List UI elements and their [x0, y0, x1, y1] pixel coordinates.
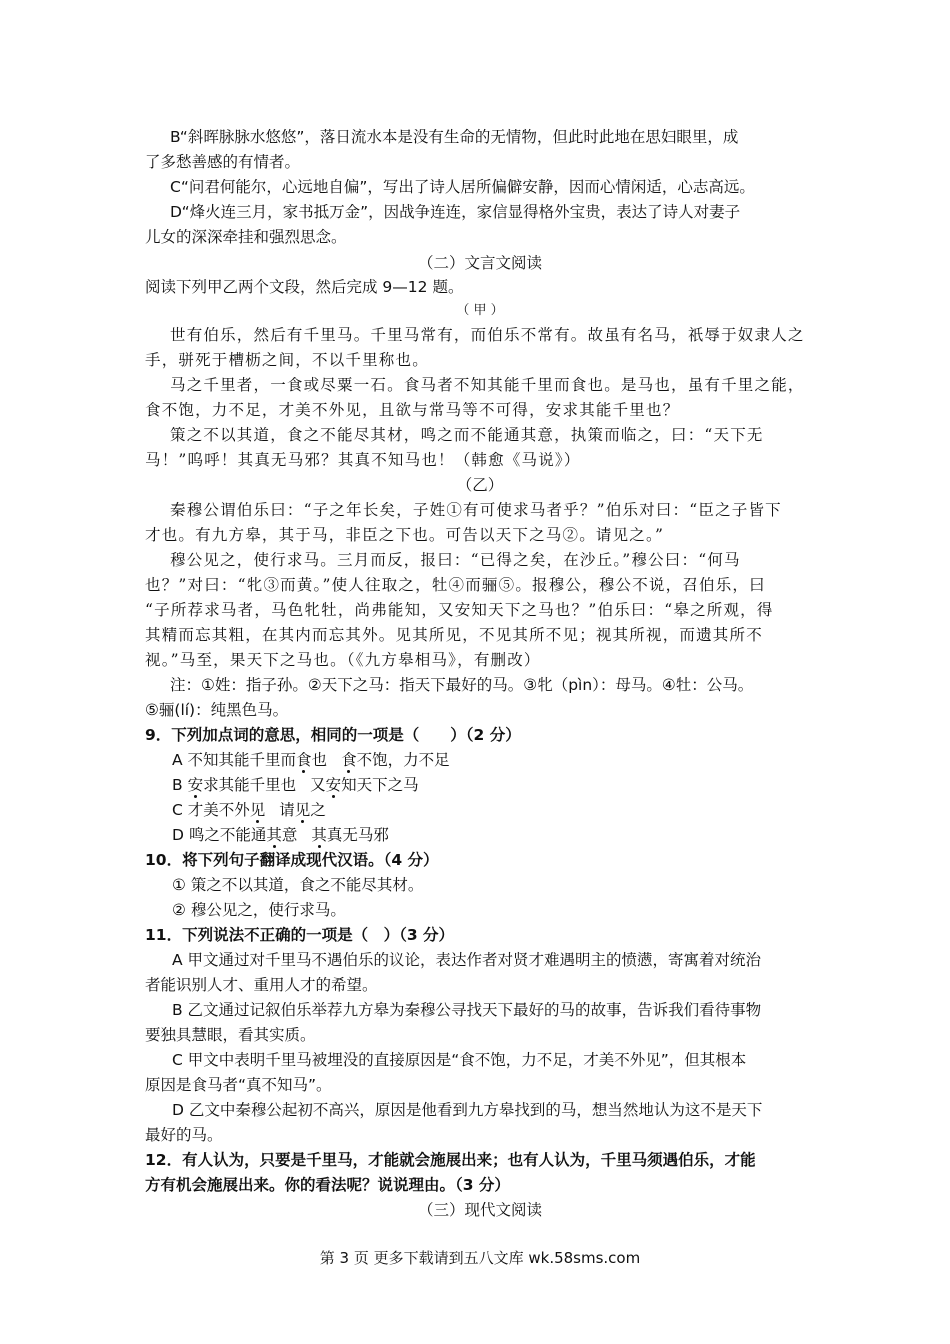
dotted-char: 见 — [249, 801, 266, 819]
question-11-line: C 甲文中表明千里马被埋没的直接原因是“食不饱，力不足，才美不外见”，但其根本 — [172, 1051, 747, 1069]
option-d-line1: D“烽火连三月，家书抵万金”，因战争连连，家信显得格外宝贵，表达了诗人对妻子 — [170, 203, 741, 221]
jia-line: 世有伯乐，然后有千里马。千里马常有，而伯乐不常有。故虽有名马，祇辱于奴隶人之 — [170, 326, 805, 344]
question-12-line1: 12．有人认为，只要是千里马，才能就会施展出来；也有人认为，千里马须遇伯乐，才能 — [145, 1151, 756, 1169]
yi-line: 穆公见之，使行求马。三月而反，报曰：“已得之矣，在沙丘。”穆公曰：“何马 — [170, 551, 741, 569]
option-b-line1: B“斜晖脉脉水悠悠”，落日流水本是没有生命的无情物，但此时此地在思妇眼里，成 — [170, 128, 739, 146]
dotted-char: 食 — [296, 751, 312, 769]
yi-line: 也？”对曰：“牝③而黄。”使人往取之，牡④而骊⑤。报穆公，穆公不说，召伯乐，曰 — [145, 576, 766, 594]
question-10-item: ① 策之不以其道，食之不能尽其材。 — [172, 876, 424, 894]
yi-line: “子所荐求马者，马色牝牡，尚弗能知，又安知天下之马也？”伯乐曰：“皋之所观，得 — [145, 601, 774, 619]
question-11-line: B 乙文通过记叙伯乐举荐九方皋为秦穆公寻找天下最好的马的故事，告诉我们看待事物 — [172, 1001, 762, 1019]
jia-line: 手，骈死于槽枥之间，不以千里称也。 — [145, 351, 429, 369]
dotted-char: 安 — [325, 776, 342, 794]
dotted-char: 见 — [294, 801, 311, 819]
question-9-option — [172, 824, 815, 846]
question-11-stem: 11．下列说法不正确的一项是（ ）（3 分） — [145, 926, 455, 944]
question-11-line: 原因是食马者“真不知马”。 — [145, 1076, 332, 1094]
dotted-char: 其 — [311, 826, 327, 844]
option-text: 又 — [310, 776, 326, 794]
page-footer: 第 3 页 更多下载请到五八文库 wk.58sms.com — [319, 1249, 641, 1267]
option-text: 不饱，力不足 — [356, 751, 450, 769]
question-9-option — [172, 749, 815, 771]
dotted-char: 食 — [341, 751, 357, 769]
option-b-line2: 了多愁善感的有情者。 — [145, 153, 301, 171]
passage-yi-label: （乙） — [456, 476, 504, 494]
question-11-line: D 乙文中秦穆公起初不高兴，原因是他看到九方皋找到的马，想当然地认为这不是天下 — [172, 1101, 763, 1119]
question-10-item: ② 穆公见之，使行求马。 — [172, 901, 346, 919]
dotted-char: 其 — [266, 826, 282, 844]
option-text: 请 — [279, 801, 295, 819]
question-11-line: 者能识别人才、重用人才的希望。 — [145, 976, 378, 994]
question-11-line: 最好的马。 — [145, 1126, 223, 1144]
jia-line: 马！”呜呼！其真无马邪？其真不知马也！（韩愈《马说》） — [145, 451, 581, 469]
option-text: 求其能千里也 — [203, 776, 297, 794]
jia-line: 策之不以其道，食之不能尽其材，鸣之而不能通其意，执策而临之，曰：“天下无 — [170, 426, 764, 444]
question-11-line: A 甲文通过对千里马不遇伯乐的议论，表达作者对贤才难遇明主的愤懑，寄寓着对统治 — [172, 951, 762, 969]
option-text: 意 — [281, 826, 298, 844]
notes-line2: ⑤骊(lí)：纯黑色马。 — [145, 701, 289, 719]
option-text: 知天下之马 — [341, 776, 419, 794]
yi-line: 其精而忘其粗，在其内而忘其外。见其所见，不见其所不见；视其所视，而遗其所不 — [145, 626, 763, 644]
dotted-char: 安 — [187, 776, 204, 794]
section-title-modern: （三）现代文阅读 — [417, 1201, 542, 1219]
option-d-line2: 儿女的深深牵挂和强烈思念。 — [145, 228, 347, 246]
reading-instruction: 阅读下列甲乙两个文段，然后完成 9—12 题。 — [145, 278, 464, 296]
option-text: C 才美不外 — [172, 801, 250, 819]
question-12-line2: 方有机会施展出来。你的看法呢？说说理由。（3 分） — [145, 1176, 510, 1194]
question-10-stem: 10．将下列句子翻译成现代汉语。（4 分） — [145, 851, 439, 869]
yi-line: 才也。有九方皋，其于马，非臣之下也。可告以天下之马②。请见之。” — [145, 526, 665, 544]
yi-line: 视。”马至，果天下之马也。（《九方皋相马》，有删改） — [145, 651, 541, 669]
option-text: 也 — [311, 751, 328, 769]
question-9-stem: 9．下列加点词的意思，相同的一项是（ ）（2 分） — [145, 726, 521, 744]
question-11-line: 要独具慧眼，看其实质。 — [145, 1026, 316, 1044]
option-text: 之 — [310, 801, 326, 819]
option-text: B — [172, 776, 188, 794]
jia-line: 食不饱，力不足，才美不外见，且欲与常马等不可得，安求其能千里也？ — [145, 401, 680, 419]
option-text: D 鸣之不能通 — [172, 826, 267, 844]
passage-jia-label: （ 甲 ） — [456, 303, 504, 318]
question-9-option — [172, 774, 815, 796]
section-title-classical: （二）文言文阅读 — [417, 254, 542, 272]
option-c-line1: C“问君何能尔，心远地自偏”，写出了诗人居所偏僻安静，因而心情闲适，心志高远。 — [170, 178, 755, 196]
question-9-option — [172, 799, 815, 821]
option-text: A 不知其能千里而 — [172, 751, 297, 769]
jia-line: 马之千里者，一食或尽粟一石。食马者不知其能千里而食也。是马也，虽有千里之能， — [170, 376, 805, 394]
option-text: 真无马邪 — [326, 826, 389, 844]
notes-line1: 注：①姓：指子孙。②天下之马：指天下最好的马。③牝（pìn）：母马。④牡：公马。 — [170, 676, 754, 694]
yi-line: 秦穆公谓伯乐曰：“子之年长矣，子姓①有可使求马者乎？”伯乐对曰：“臣之子皆下 — [170, 501, 782, 519]
